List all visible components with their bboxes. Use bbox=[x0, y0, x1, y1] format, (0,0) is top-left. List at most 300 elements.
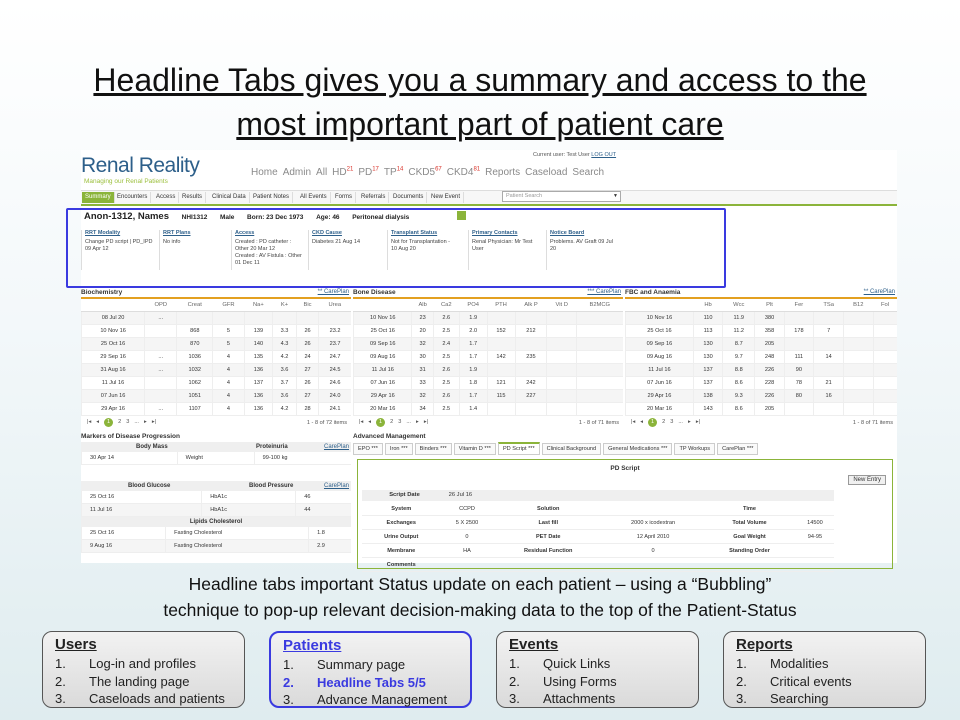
column-header: Creat bbox=[177, 299, 213, 312]
nav-search[interactable]: Search bbox=[572, 167, 605, 179]
table-cell: 1.4 bbox=[459, 403, 487, 416]
pd-label: Time bbox=[703, 502, 796, 516]
tab-clinical-data[interactable]: Clinical Data bbox=[209, 192, 250, 203]
card-title: Users bbox=[55, 636, 97, 653]
table-cell: 1.8 bbox=[309, 527, 351, 540]
tab-access[interactable]: Access bbox=[153, 192, 179, 203]
table-cell bbox=[319, 312, 351, 325]
table-cell: 25 Oct 16 bbox=[626, 325, 694, 338]
table-row[interactable] bbox=[354, 312, 624, 325]
table-cell: 139 bbox=[244, 325, 272, 338]
table-cell: 138 bbox=[693, 390, 722, 403]
advanced-tab[interactable]: General Medications *** bbox=[603, 443, 672, 455]
table-cell: 99-100 kg bbox=[254, 452, 351, 465]
column-header: Urea bbox=[319, 299, 351, 312]
table-row[interactable] bbox=[82, 452, 352, 465]
fbc-title: FBC and Anaemia bbox=[625, 289, 681, 296]
table-cell: 7 bbox=[814, 325, 844, 338]
card-events[interactable]: Events 1. Quick Links 2. Using Forms 3. Attachments bbox=[496, 631, 699, 708]
table-row[interactable] bbox=[82, 338, 352, 351]
table-cell: 2.6 bbox=[433, 390, 459, 403]
advanced-tab[interactable]: EPO *** bbox=[353, 443, 383, 455]
column-header: B12 bbox=[844, 299, 873, 312]
table-cell bbox=[814, 338, 844, 351]
biochemistry-table bbox=[81, 299, 351, 416]
table-row[interactable] bbox=[354, 351, 624, 364]
table-cell: 2.5 bbox=[433, 377, 459, 390]
biochemistry-careplan-link[interactable]: ** CarePlan bbox=[317, 289, 349, 295]
table-header bbox=[626, 299, 898, 312]
table-cell: 11.2 bbox=[723, 325, 755, 338]
current-user bbox=[533, 152, 616, 158]
headline-cell-value: 20 bbox=[550, 246, 557, 252]
table-cell: 09 Sep 16 bbox=[354, 338, 412, 351]
body-mass-table bbox=[81, 452, 351, 465]
tab-documents[interactable]: Documents bbox=[390, 192, 427, 203]
table-cell: 9.7 bbox=[723, 351, 755, 364]
table-row[interactable] bbox=[82, 504, 352, 517]
table-cell: 29 Apr 16 bbox=[626, 390, 694, 403]
table-row[interactable] bbox=[82, 527, 352, 540]
column-header: Plt bbox=[755, 299, 784, 312]
chevron-down-icon: ▼ bbox=[613, 193, 618, 199]
table-cell bbox=[873, 338, 897, 351]
bone-disease-table bbox=[353, 299, 623, 416]
pd-value bbox=[796, 558, 834, 572]
column-header: Ca2 bbox=[433, 299, 459, 312]
pd-value: 14500 bbox=[796, 516, 834, 530]
table-row[interactable] bbox=[626, 325, 898, 338]
pd-value: 5 X 2500 bbox=[441, 516, 494, 530]
column-header: PO4 bbox=[459, 299, 487, 312]
nav-badge: 81 bbox=[473, 167, 481, 173]
table-row[interactable] bbox=[82, 540, 352, 553]
table-row[interactable] bbox=[82, 377, 352, 390]
table-cell: 21 bbox=[814, 377, 844, 390]
table-cell: 2.5 bbox=[433, 325, 459, 338]
table-cell: 31 bbox=[412, 364, 433, 377]
pd-label: Standing Order bbox=[703, 544, 796, 558]
fbc-anaemia-panel bbox=[625, 288, 897, 430]
table-row[interactable] bbox=[626, 351, 898, 364]
logo-tagline: Managing our Renal Patients bbox=[84, 178, 168, 185]
table-cell: 4 bbox=[213, 364, 245, 377]
logout-link[interactable]: LOG OUT bbox=[591, 152, 617, 158]
table-cell: 248 bbox=[755, 351, 784, 364]
table-cell: 80 bbox=[784, 390, 813, 403]
top-navigation bbox=[251, 167, 609, 178]
card-item[interactable]: Using Forms bbox=[543, 673, 617, 689]
pd-label: System bbox=[362, 502, 441, 516]
table-row[interactable] bbox=[354, 364, 624, 377]
logo-text: Renal Reality bbox=[81, 154, 200, 177]
advanced-tabs bbox=[353, 442, 897, 455]
search-placeholder: Patient Search bbox=[506, 193, 543, 199]
table-cell bbox=[177, 312, 213, 325]
card-item[interactable]: Summary page bbox=[317, 657, 406, 672]
table-cell: 358 bbox=[755, 325, 784, 338]
headline-cell-title: Transplant Status bbox=[391, 230, 438, 236]
patient-search-input[interactable] bbox=[502, 191, 621, 202]
table-cell: 137 bbox=[693, 364, 722, 377]
card-item-current[interactable]: Headline Tabs 5/5 bbox=[317, 674, 426, 690]
column-header: Hb bbox=[693, 299, 722, 312]
table-cell bbox=[873, 377, 897, 390]
pd-row bbox=[362, 558, 834, 572]
tab-referrals[interactable]: Referrals bbox=[358, 192, 389, 203]
new-entry-button[interactable]: New Entry bbox=[848, 475, 886, 485]
table-cell bbox=[784, 403, 813, 416]
headline-cell-value: Not for Transplantation - bbox=[391, 239, 451, 245]
advanced-tab[interactable]: PD Script *** bbox=[498, 442, 540, 455]
table-cell: 205 bbox=[755, 338, 784, 351]
table-cell: 33 bbox=[412, 377, 433, 390]
table-cell bbox=[577, 377, 623, 390]
table-cell bbox=[784, 338, 813, 351]
nav-badge: 21 bbox=[346, 167, 354, 173]
headline-tabs-highlight bbox=[66, 208, 726, 288]
pager-info: 1 - 8 of 72 items bbox=[306, 420, 347, 426]
table-cell: 111 bbox=[784, 351, 813, 364]
table-row[interactable] bbox=[82, 351, 352, 364]
table-cell: 226 bbox=[755, 364, 784, 377]
nav-pd[interactable]: PD$^{17}$ bbox=[358, 167, 379, 179]
headline-cell-title: Primary Contacts bbox=[472, 230, 518, 236]
column-header: Fer bbox=[784, 299, 813, 312]
patient-name: Anon-1312, Names bbox=[84, 211, 170, 222]
fbc-careplan-link[interactable]: ** CarePlan bbox=[863, 289, 895, 295]
card-item[interactable]: Advance Management bbox=[317, 692, 448, 707]
blood-glucose-heading: Blood Glucose bbox=[128, 483, 171, 489]
advanced-tab[interactable]: Binders *** bbox=[415, 443, 452, 455]
table-cell: 2.0 bbox=[459, 325, 487, 338]
table-cell: 212 bbox=[515, 325, 547, 338]
nav-all[interactable]: All bbox=[316, 167, 328, 179]
card-item[interactable]: Attachments bbox=[543, 691, 616, 706]
pd-value bbox=[603, 558, 703, 572]
table-cell: 20 Mar 16 bbox=[354, 403, 412, 416]
table-cell: ... bbox=[145, 364, 177, 377]
table-cell: 142 bbox=[487, 351, 515, 364]
table-cell bbox=[515, 312, 547, 325]
table-cell: 121 bbox=[487, 377, 515, 390]
pd-value: HA bbox=[441, 544, 494, 558]
table-cell bbox=[844, 325, 873, 338]
table-row[interactable] bbox=[82, 312, 352, 325]
table-row[interactable] bbox=[626, 377, 898, 390]
table-cell: 1036 bbox=[177, 351, 213, 364]
table-cell: Fasting Cholesterol bbox=[166, 540, 309, 553]
table-cell bbox=[296, 312, 318, 325]
headline-cell-value: Created : PD catheter : bbox=[235, 239, 292, 245]
advanced-tab[interactable]: Clinical Background bbox=[542, 443, 601, 455]
table-cell: 25 Oct 16 bbox=[82, 338, 145, 351]
table-cell: 07 Jun 16 bbox=[82, 390, 145, 403]
script-date-value: 26 Jul 16 bbox=[448, 492, 473, 498]
table-cell: 137 bbox=[244, 377, 272, 390]
table-cell: 24.1 bbox=[319, 403, 351, 416]
table-row[interactable] bbox=[626, 338, 898, 351]
pd-value bbox=[603, 502, 703, 516]
table-row[interactable] bbox=[354, 390, 624, 403]
table-row[interactable] bbox=[626, 403, 898, 416]
table-cell: Fasting Cholesterol bbox=[166, 527, 309, 540]
table-cell: 4.2 bbox=[273, 351, 297, 364]
nav-badge: 14 bbox=[396, 167, 404, 173]
column-header: Fol bbox=[873, 299, 897, 312]
table-cell bbox=[844, 377, 873, 390]
card-item[interactable]: Searching bbox=[770, 691, 829, 706]
table-cell: 110 bbox=[693, 312, 722, 325]
pd-label: PET Date bbox=[493, 530, 603, 544]
table-cell: 5 bbox=[213, 338, 245, 351]
tab-patient-notes[interactable]: Patient Notes bbox=[250, 192, 293, 203]
pd-label: Urine Output bbox=[362, 530, 441, 544]
table-cell: 9.3 bbox=[723, 390, 755, 403]
table-cell bbox=[547, 377, 577, 390]
table-cell: 27 bbox=[296, 364, 318, 377]
column-header bbox=[354, 299, 412, 312]
table-row[interactable] bbox=[626, 312, 898, 325]
table-cell: 1107 bbox=[177, 403, 213, 416]
table-cell: 226 bbox=[755, 390, 784, 403]
pd-script-title: PD Script bbox=[610, 465, 640, 472]
table-cell: 11.9 bbox=[723, 312, 755, 325]
pager-buttons[interactable]: |◂ ◂ 1 2 3 ... ▸ ▸| bbox=[359, 419, 429, 425]
table-cell: ... bbox=[145, 312, 177, 325]
table-cell bbox=[547, 364, 577, 377]
advanced-tab[interactable]: Iron *** bbox=[385, 443, 413, 455]
column-header: Alb bbox=[412, 299, 433, 312]
card-item[interactable]: Quick Links bbox=[543, 656, 611, 671]
table-cell bbox=[814, 403, 844, 416]
logo[interactable] bbox=[81, 154, 199, 185]
table-row[interactable] bbox=[82, 491, 352, 504]
table-cell: 228 bbox=[755, 377, 784, 390]
table-cell: 24 bbox=[296, 351, 318, 364]
table-cell bbox=[577, 325, 623, 338]
table-cell: 30 Apr 14 bbox=[82, 452, 178, 465]
headline-cell-value: Renal Physician: Mr Test bbox=[472, 239, 533, 245]
table-cell: ... bbox=[145, 403, 177, 416]
current-user-label: Current user: Test User bbox=[533, 152, 590, 158]
table-cell bbox=[873, 351, 897, 364]
table-cell: 8.6 bbox=[723, 403, 755, 416]
advanced-tab[interactable]: TP Workups bbox=[674, 443, 715, 455]
table-cell bbox=[577, 351, 623, 364]
table-cell: 09 Sep 16 bbox=[626, 338, 694, 351]
tab-results[interactable]: Results bbox=[179, 192, 206, 203]
headline-cell-value: Created : AV Fistula : Other bbox=[235, 253, 302, 259]
card-item[interactable]: Caseloads and patients bbox=[89, 691, 225, 706]
nav-hd[interactable]: HD$^{21}$ bbox=[332, 167, 354, 179]
headline-cell-value: 10 Aug 20 bbox=[391, 246, 416, 252]
table-cell bbox=[145, 338, 177, 351]
advanced-tab[interactable]: Vitamin D *** bbox=[454, 443, 496, 455]
table-cell: 1.8 bbox=[459, 377, 487, 390]
nav-admin[interactable]: Admin bbox=[282, 167, 312, 179]
table-cell bbox=[515, 338, 547, 351]
table-cell: 30 bbox=[412, 351, 433, 364]
card-reports[interactable]: Reports 1. Modalities 2. Critical events 3. Searching bbox=[723, 631, 926, 708]
table-cell: 8.6 bbox=[723, 377, 755, 390]
column-header bbox=[82, 299, 145, 312]
table-row[interactable] bbox=[82, 364, 352, 377]
tab-encounters[interactable]: Encounters bbox=[114, 192, 151, 203]
table-row[interactable] bbox=[82, 403, 352, 416]
table-cell: 1.7 bbox=[459, 338, 487, 351]
markers-title: Markers of Disease Progression bbox=[81, 433, 180, 440]
card-item[interactable]: The landing page bbox=[89, 673, 190, 689]
table-cell: 3.7 bbox=[273, 377, 297, 390]
table-cell: 2.9 bbox=[309, 540, 351, 553]
table-cell bbox=[814, 364, 844, 377]
table-cell bbox=[213, 312, 245, 325]
headline-cell-title: RRT Plans bbox=[163, 230, 191, 236]
advanced-tab[interactable]: CarePlan *** bbox=[717, 443, 758, 455]
table-cell: 870 bbox=[177, 338, 213, 351]
pager-buttons[interactable]: |◂ ◂ 1 2 3 ... ▸ ▸| bbox=[631, 419, 701, 425]
table-row[interactable] bbox=[354, 403, 624, 416]
fbc-table bbox=[625, 299, 897, 416]
biochemistry-panel bbox=[81, 288, 351, 430]
pd-value bbox=[441, 558, 494, 572]
column-header: PTH bbox=[487, 299, 515, 312]
advanced-management-panel bbox=[353, 433, 897, 569]
table-header bbox=[82, 299, 352, 312]
table-cell bbox=[547, 390, 577, 403]
table-cell: 10 Nov 16 bbox=[354, 312, 412, 325]
table-row[interactable] bbox=[82, 325, 352, 338]
table-cell: 152 bbox=[487, 325, 515, 338]
table-cell: 24.5 bbox=[319, 364, 351, 377]
table-cell: 26 bbox=[296, 338, 318, 351]
table-cell: 08 Jul 20 bbox=[82, 312, 145, 325]
pager-buttons[interactable]: |◂ ◂ 1 2 3 ... ▸ ▸| bbox=[87, 419, 157, 425]
headline-cell-value: 09 Apr 12 bbox=[85, 246, 109, 252]
nav-home[interactable]: Home bbox=[251, 167, 278, 179]
table-cell bbox=[547, 325, 577, 338]
tab-summary[interactable]: Summary bbox=[82, 192, 115, 203]
table-cell: 1.7 bbox=[459, 351, 487, 364]
column-header: Vit D bbox=[547, 299, 577, 312]
table-cell: 34 bbox=[412, 403, 433, 416]
table-cell: 143 bbox=[693, 403, 722, 416]
table-cell: 205 bbox=[755, 403, 784, 416]
card-users[interactable]: Users 1. Log-in and profiles 2. The landing page 3. Caseloads and patients bbox=[42, 631, 245, 708]
card-item[interactable]: Modalities bbox=[770, 656, 829, 671]
table-cell: 868 bbox=[177, 325, 213, 338]
card-item[interactable]: Log-in and profiles bbox=[89, 656, 196, 671]
table-cell: 137 bbox=[693, 377, 722, 390]
table-cell: 11 Jul 16 bbox=[626, 364, 694, 377]
nav-reports[interactable]: Reports bbox=[485, 167, 521, 179]
table-cell bbox=[784, 312, 813, 325]
pd-row bbox=[362, 516, 834, 530]
table-cell: 4 bbox=[213, 403, 245, 416]
table-cell: 227 bbox=[515, 390, 547, 403]
table-cell: 178 bbox=[784, 325, 813, 338]
table-cell bbox=[844, 364, 873, 377]
table-row[interactable] bbox=[626, 390, 898, 403]
table-cell bbox=[873, 325, 897, 338]
headline-cell-value: Problems. AV Graft 09 Jul bbox=[550, 239, 613, 245]
column-header bbox=[626, 299, 694, 312]
tab-new-event[interactable]: New Event bbox=[428, 192, 464, 203]
nav-caseload[interactable]: Caseload bbox=[525, 167, 568, 179]
table-cell: 23.7 bbox=[319, 338, 351, 351]
table-cell: 23.2 bbox=[319, 325, 351, 338]
card-patients[interactable]: Patients 1. Summary page 2. Headline Tabs 5/5 3. Advance Management bbox=[269, 631, 472, 708]
table-cell: 25 Oct 16 bbox=[82, 527, 166, 540]
bone-pager bbox=[353, 416, 623, 430]
table-cell bbox=[873, 403, 897, 416]
table-cell: 2.4 bbox=[433, 338, 459, 351]
slide-title-line-2: most important part of patient care bbox=[236, 106, 724, 142]
table-cell: 32 bbox=[412, 338, 433, 351]
table-cell bbox=[547, 338, 577, 351]
table-cell bbox=[273, 312, 297, 325]
table-cell: 09 Aug 16 bbox=[626, 351, 694, 364]
patient-age: Age: 46 bbox=[316, 214, 340, 221]
pd-label: Last fill bbox=[493, 516, 603, 530]
table-cell: 14 bbox=[814, 351, 844, 364]
bone-careplan-link[interactable]: *** CarePlan bbox=[587, 289, 621, 295]
markers-careplan-link[interactable]: CarePlan bbox=[323, 444, 349, 450]
table-cell: 130 bbox=[693, 351, 722, 364]
table-cell: Weight bbox=[177, 452, 254, 465]
blood-glucose-table bbox=[81, 491, 351, 517]
table-row[interactable] bbox=[354, 338, 624, 351]
table-cell bbox=[145, 325, 177, 338]
table-cell: 10 Nov 16 bbox=[82, 325, 145, 338]
patient-nhi: NHI1312 bbox=[181, 214, 208, 221]
table-cell: HbA1c bbox=[202, 491, 296, 504]
table-cell: 8.8 bbox=[723, 364, 755, 377]
pd-label: Goal Weight bbox=[703, 530, 796, 544]
nav-ckd4[interactable]: $CKD4^{81}$ bbox=[446, 167, 481, 179]
nav-ckd5[interactable]: $CKD5^{67}$ bbox=[408, 167, 442, 179]
table-cell: 130 bbox=[693, 338, 722, 351]
patient-sex: Male bbox=[219, 214, 235, 221]
table-cell: 1051 bbox=[177, 390, 213, 403]
table-row[interactable] bbox=[354, 377, 624, 390]
table-row[interactable] bbox=[354, 325, 624, 338]
table-cell: 26 bbox=[296, 325, 318, 338]
tab-forms[interactable]: Forms bbox=[332, 192, 356, 203]
table-row[interactable] bbox=[626, 364, 898, 377]
markers-careplan-link-2[interactable]: CarePlan bbox=[323, 483, 349, 489]
table-cell: 2.6 bbox=[433, 364, 459, 377]
table-cell: ... bbox=[145, 351, 177, 364]
table-cell bbox=[145, 390, 177, 403]
table-cell: 25 Oct 16 bbox=[354, 325, 412, 338]
table-cell: 4 bbox=[213, 377, 245, 390]
nav-tp[interactable]: TP$^{14}$ bbox=[383, 167, 404, 179]
table-cell: 29 Apr 16 bbox=[354, 390, 412, 403]
table-cell bbox=[487, 364, 515, 377]
card-item[interactable]: Critical events bbox=[770, 673, 852, 689]
headline-cell-value: 01 Dec 11 bbox=[235, 260, 260, 266]
table-cell: 20 Mar 16 bbox=[626, 403, 694, 416]
table-cell: 29 Apr 16 bbox=[82, 403, 145, 416]
table-cell: 2.6 bbox=[433, 312, 459, 325]
table-cell bbox=[577, 364, 623, 377]
pd-script-box bbox=[357, 459, 893, 569]
tab-all-events[interactable]: All Events bbox=[297, 192, 331, 203]
table-row[interactable] bbox=[82, 390, 352, 403]
table-cell: 235 bbox=[515, 351, 547, 364]
